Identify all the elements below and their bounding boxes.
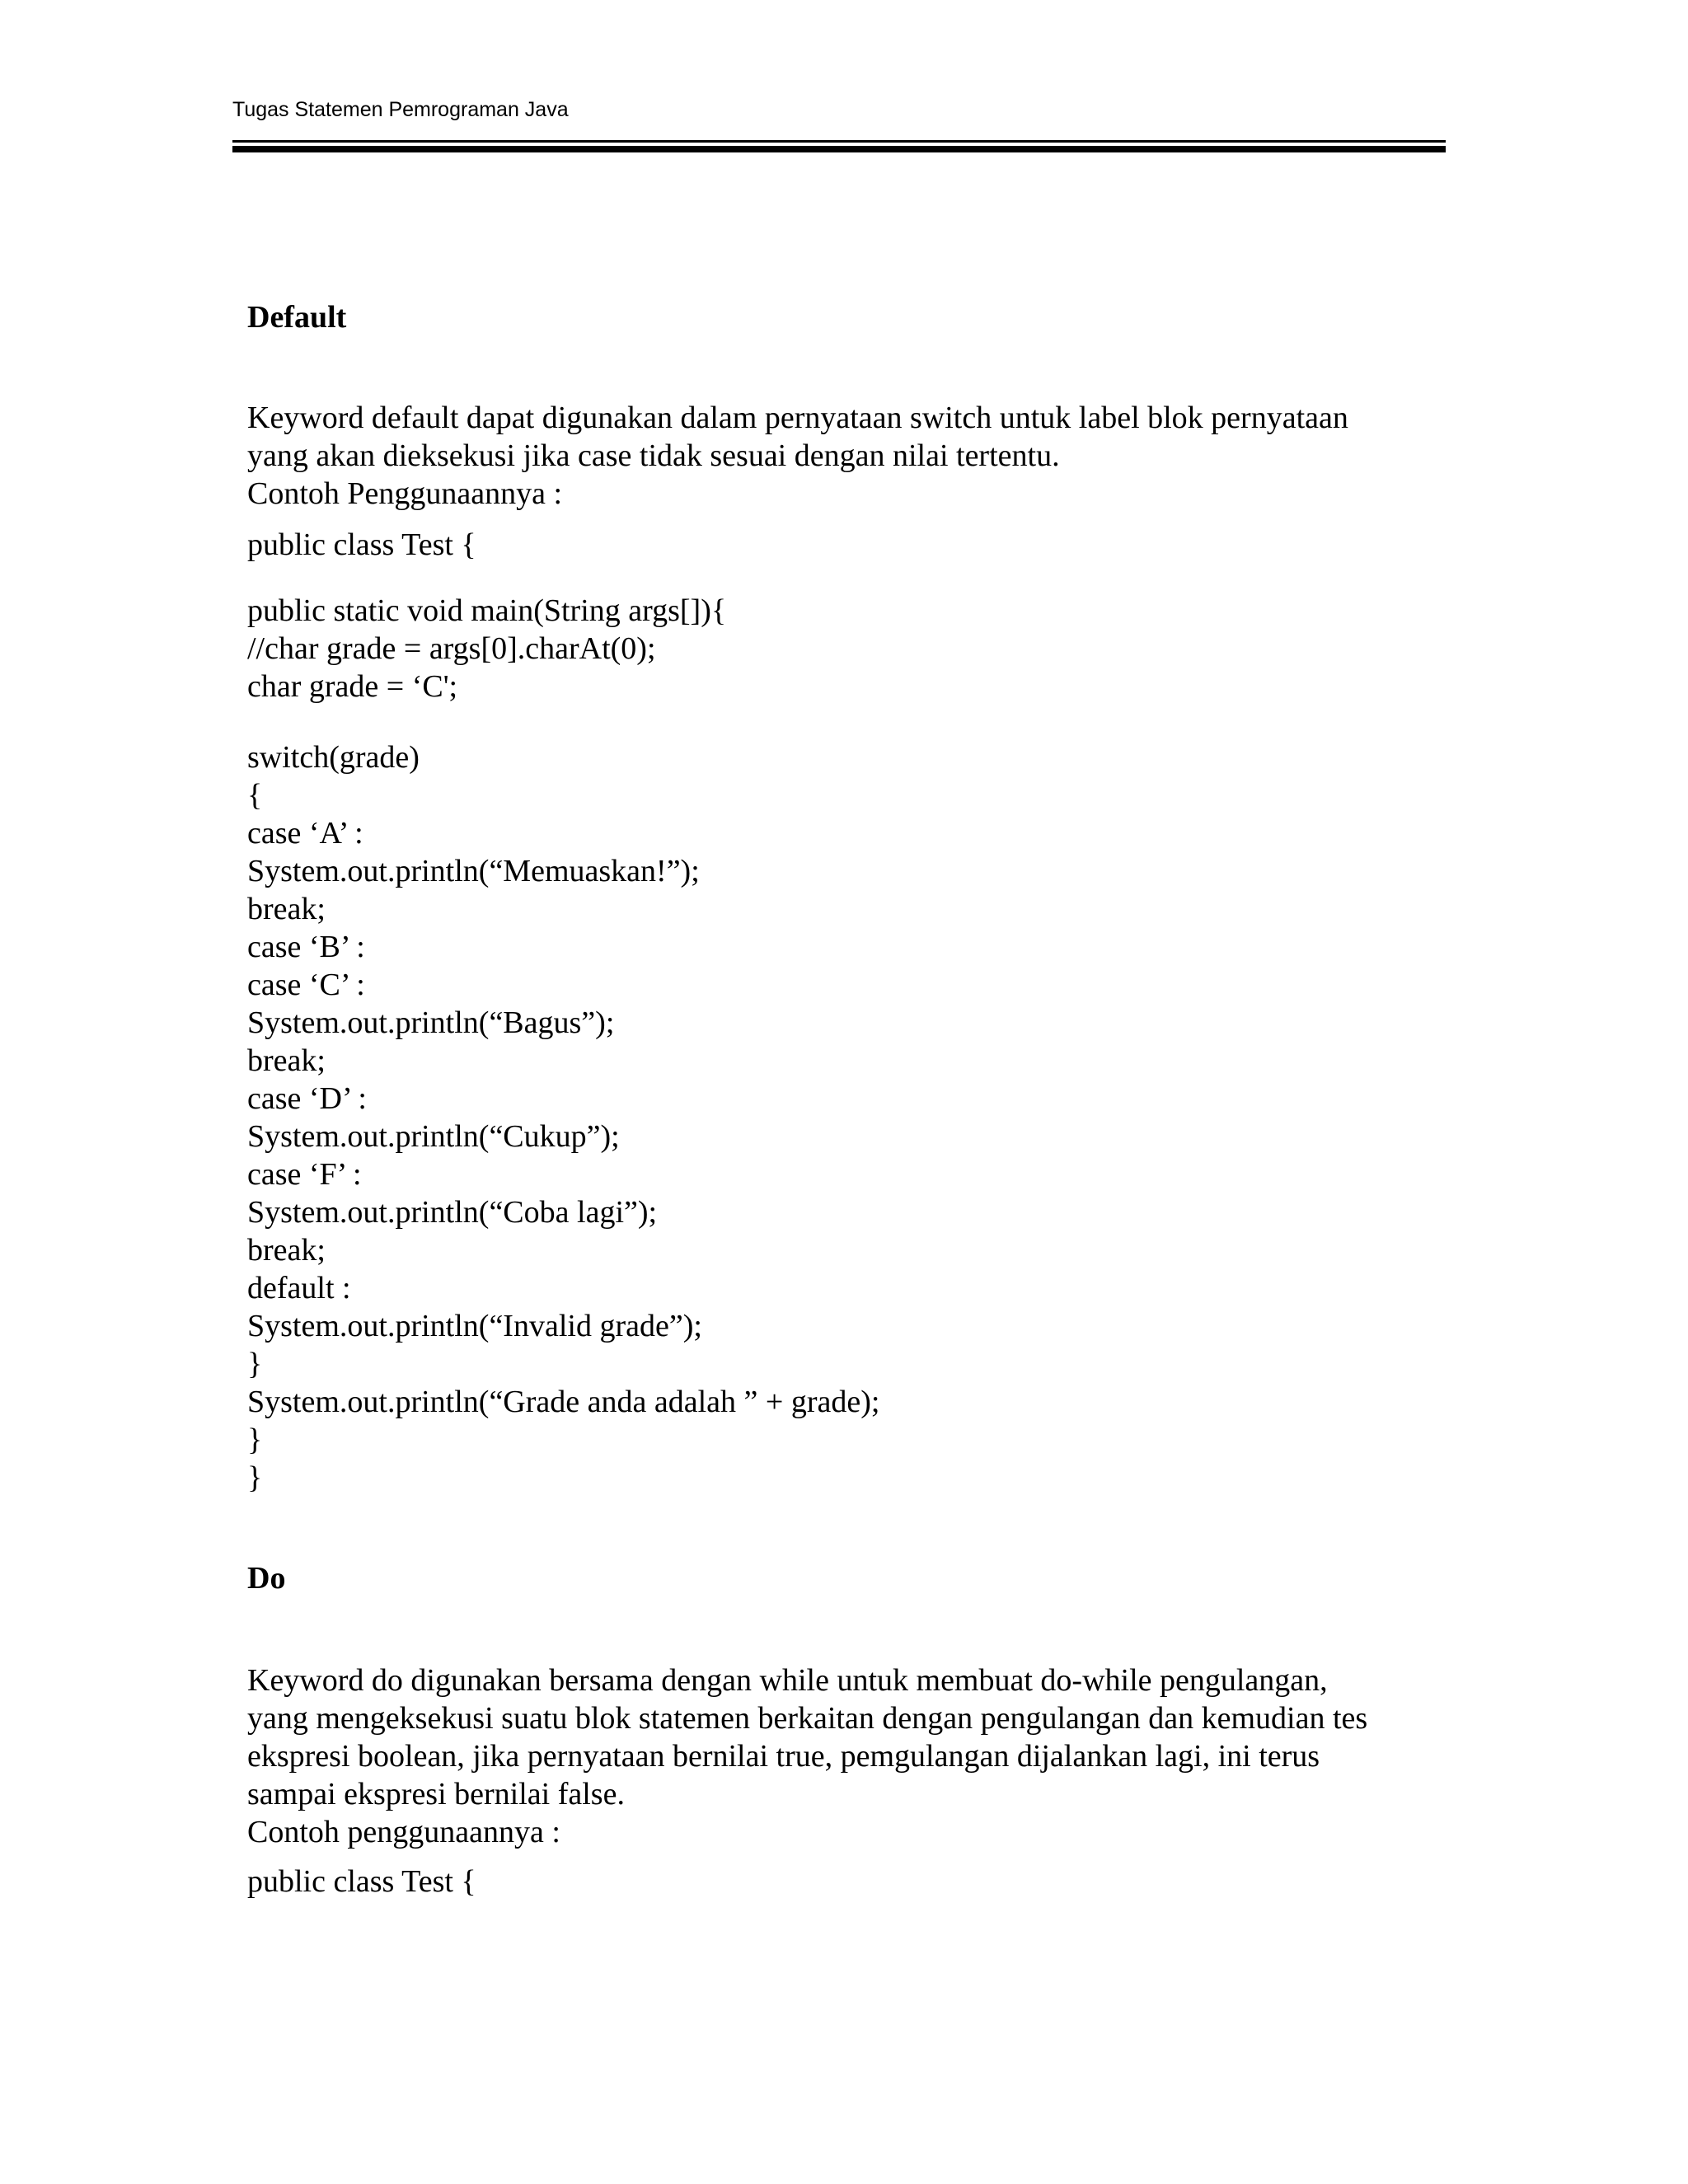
text-line: Contoh Penggunaannya :	[247, 476, 563, 511]
code-line: case ‘D’ :	[247, 1081, 367, 1116]
code-line: break;	[247, 1043, 326, 1078]
code-line: System.out.println(“Cukup”);	[247, 1119, 620, 1154]
header-rule-thick	[232, 146, 1446, 152]
code-line: public class Test {	[247, 1864, 476, 1899]
code-line: public static void main(String args[]){	[247, 593, 727, 628]
code-block-class-decl-do	[247, 1863, 476, 1900]
text-line: yang akan dieksekusi jika case tidak sesuai dengan nilai tertentu.	[247, 438, 1060, 473]
text-line: Contoh penggunaannya :	[247, 1815, 560, 1849]
code-line: {	[247, 778, 263, 813]
text-line: yang mengeksekusi suatu blok statemen berkaitan dengan pengulangan dan kemudian tes	[247, 1701, 1368, 1736]
code-line: public class Test {	[247, 527, 476, 562]
code-line: System.out.println(“Coba lagi”);	[247, 1195, 658, 1230]
code-block-switch	[247, 738, 879, 1497]
text-line: ekspresi boolean, jika pernyataan bernilai true, pemgulangan dijalankan lagi, ini terus	[247, 1739, 1320, 1774]
code-block-class-decl	[247, 526, 476, 564]
running-header: Tugas Statemen Pemrograman Java	[232, 98, 569, 121]
text-line: Keyword default dapat digunakan dalam pernyataan switch untuk label blok pernyataan	[247, 401, 1348, 435]
paragraph-do	[247, 1661, 1367, 1851]
code-line: System.out.println(“Invalid grade”);	[247, 1309, 702, 1343]
code-line: System.out.println(“Bagus”);	[247, 1005, 615, 1040]
code-line: System.out.println(“Grade anda adalah ” + grade);	[247, 1385, 880, 1419]
text-line: sampai ekspresi bernilai false.	[247, 1777, 625, 1811]
section-heading-default: Default	[247, 300, 347, 335]
section-heading-do: Do	[247, 1561, 286, 1596]
code-line: char grade = ‘C';	[247, 669, 458, 704]
code-line: case ‘B’ :	[247, 930, 365, 964]
header-rule-thin	[232, 140, 1446, 143]
code-line: //char grade = args[0].charAt(0);	[247, 631, 656, 666]
text-line: Keyword do digunakan bersama dengan while untuk membuat do-while pengulangan,	[247, 1663, 1328, 1698]
code-line: case ‘F’ :	[247, 1157, 362, 1192]
paragraph-default	[247, 399, 1348, 513]
code-line: }	[247, 1347, 263, 1381]
code-line: System.out.println(“Memuaskan!”);	[247, 854, 700, 888]
code-line: case ‘A’ :	[247, 816, 363, 851]
code-line: switch(grade)	[247, 740, 420, 775]
code-line: }	[247, 1422, 263, 1457]
code-line: case ‘C’ :	[247, 968, 365, 1002]
code-block-main	[247, 592, 726, 705]
code-line: default :	[247, 1271, 351, 1305]
code-line: break;	[247, 892, 326, 926]
code-line: }	[247, 1460, 263, 1495]
code-line: break;	[247, 1233, 326, 1268]
